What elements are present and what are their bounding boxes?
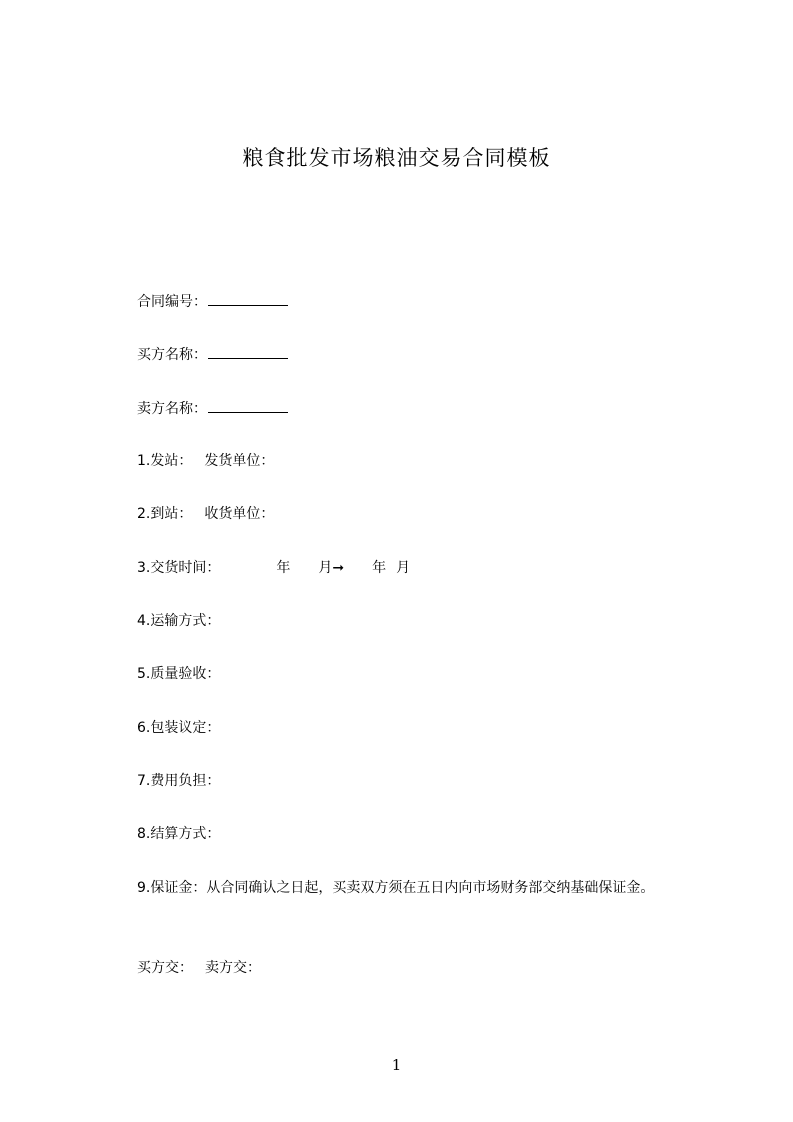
buyer-name-line	[137, 344, 288, 365]
item-4-line: 4.运输方式：	[137, 613, 221, 629]
contract-number-blank	[208, 291, 288, 306]
item-2-sub-label: 收货单位：	[204, 506, 275, 522]
item-3-month-2: 月	[396, 560, 411, 576]
item-3-year-1: 年	[276, 560, 291, 576]
seller-name-blank	[208, 398, 288, 413]
contract-number-label: 合同编号：	[137, 294, 207, 310]
buyer-name-label: 买方名称：	[137, 347, 207, 363]
item-2-line	[137, 504, 274, 524]
item-2-label: 2.到站：	[137, 506, 193, 522]
item-1-label: 1.发站：	[137, 453, 193, 469]
item-3-month-1: 月➞	[318, 560, 345, 576]
item-6-line: 6.包装议定：	[137, 720, 221, 736]
document-title: 粮食批发市场粮油交易合同模板	[242, 146, 551, 170]
item-1-sub-label: 发货单位：	[204, 453, 275, 469]
item-3-line	[137, 558, 410, 578]
item-3-year-2: 年	[372, 560, 387, 576]
buyer-name-blank	[208, 344, 288, 359]
item-7-line: 7.费用负担：	[137, 773, 221, 789]
buyer-deposit-label: 买方交：	[137, 960, 193, 976]
page-number: 1	[391, 1056, 402, 1074]
deposit-line	[137, 958, 261, 978]
item-8-line: 8.结算方式：	[137, 826, 221, 842]
seller-name-label: 卖方名称：	[137, 401, 207, 417]
seller-name-line	[137, 398, 288, 419]
contract-number-line	[137, 291, 288, 312]
item-3-label: 3.交货时间：	[137, 560, 221, 576]
item-1-line	[137, 451, 274, 471]
seller-deposit-label: 卖方交：	[205, 960, 261, 976]
item-5-line: 5.质量验收：	[137, 666, 221, 682]
item-9-paragraph: 9.保证金：从合同确认之日起，买卖双方须在五日内向市场财务部交纳基础保证金。	[137, 880, 655, 896]
